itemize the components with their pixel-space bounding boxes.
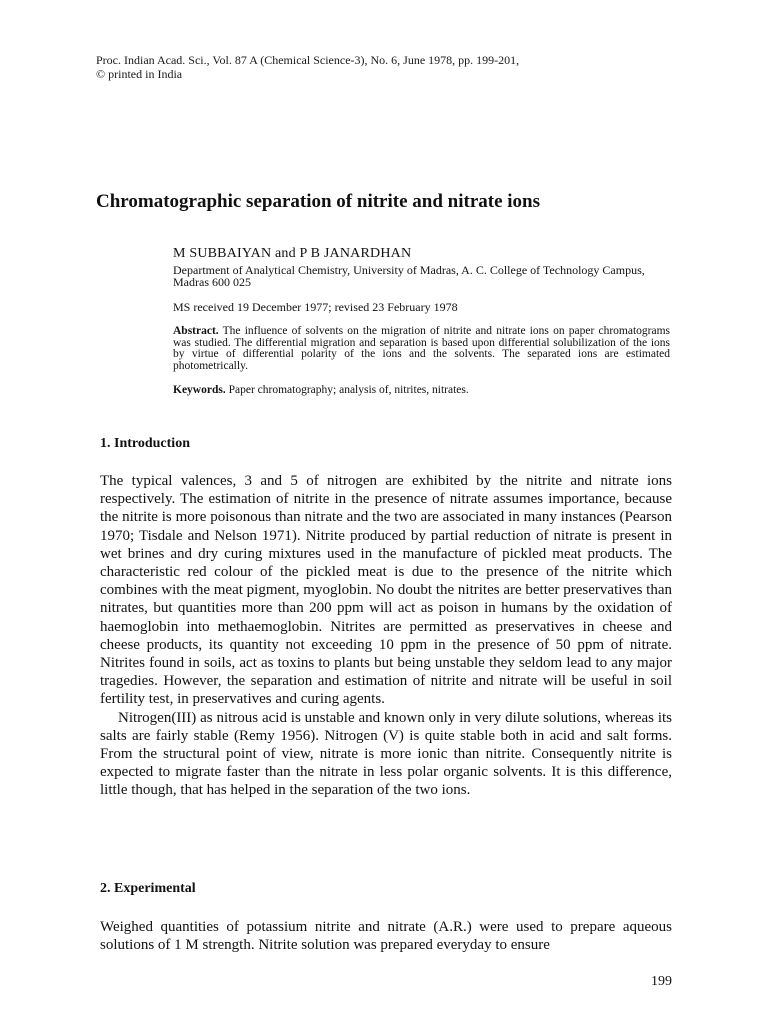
journal-citation xyxy=(96,53,519,81)
received-dates: MS received 19 December 1977; revised 23 February 1978 xyxy=(173,300,458,314)
experimental-body xyxy=(100,918,672,954)
abstract-text: The influence of solvents on the migration of nitrite and nitrate ions on paper chromatograms was studied. The differential migration and separation is based upon differential solubilization of the ions by virtue of differential polarity of the ions and the solvents. The separated ions are estimated photometrically. xyxy=(173,325,670,372)
copyright-line: © printed in India xyxy=(96,67,183,81)
page-number: 199 xyxy=(651,974,672,989)
paper-title: Chromatographic separation of nitrite and nitrate ions xyxy=(96,191,541,212)
section-heading: 1. Introduction xyxy=(100,436,190,451)
citation-line: Proc. Indian Acad. Sci., Vol. 87 A (Chemical Science-3), No. 6, June 1978, pp. 199-201, xyxy=(96,53,520,67)
keywords-label: Keywords. xyxy=(173,384,226,396)
keywords-text: Paper chromatography; analysis of, nitrites, nitrates. xyxy=(228,384,469,396)
authors: M SUBBAIYAN and P B JANARDHAN xyxy=(173,246,412,261)
introduction-body xyxy=(100,472,672,800)
paragraph: The typical valences, 3 and 5 of nitrogen are exhibited by the nitrite and nitrate ions respectively. The estimation of nitrite in the presence of nitrate assumes importance, because the nitrite is more poisonous than nitrate and the two are associated in many instances (Pearson 1970; Tisdale and Nelson 1971). Nitrite produced by partial reduction of nitrate is present in wet brines and dry curing mixtures used in the manufacture of pickled meat products. The characteristic red colour of the pickled meat is due to the presence of the nitrite which combines with the meat pigment, myoglobin. No doubt the nitrites are better preservatives than nitrates, but quantities more than 200 ppm will act as poison in humans by the oxidation of haemoglobin into methaemoglobin. Nitrites are permitted as preservatives in cheese and cheese products, its quantity not exceeding 10 ppm in the presence of 50 ppm of nitrate. Nitrites found in soils, act as toxins to plants but being unstable they seldom lead to any major tragedies. However, the separation and estimation of nitrite and nitrate will be useful in soil fertility test, in preservatives and curing agents. xyxy=(100,473,672,708)
abstract-label: Abstract. xyxy=(173,325,219,337)
keywords xyxy=(173,384,670,397)
abstract xyxy=(173,326,670,372)
experimental-heading-block xyxy=(100,881,672,897)
affiliation: Department of Analytical Chemistry, University of Madras, A. C. College of Technology Campus, Madras 600 025 xyxy=(173,263,645,289)
paragraph: Nitrogen(III) as nitrous acid is unstable and known only in very dilute solutions, whereas its salts are fairly stable (Remy 1956). Nitrogen (V) is quite stable both in acid and salt forms. From the structural point of view, nitrate is more ionic than nitrite. Consequently nitrite is expected to migrate faster than the nitrate in less polar organic solvents. It is this difference, little though, that has helped in the separation of the two ions. xyxy=(100,709,672,799)
front-matter xyxy=(173,246,670,397)
paragraph: Weighed quantities of potassium nitrite and nitrate (A.R.) were used to prepare aqueous solutions of 1 M strength. Nitrite solution was prepared everyday to ensure xyxy=(100,919,672,954)
section-heading: 2. Experimental xyxy=(100,881,196,896)
introduction-heading-block xyxy=(100,436,672,452)
